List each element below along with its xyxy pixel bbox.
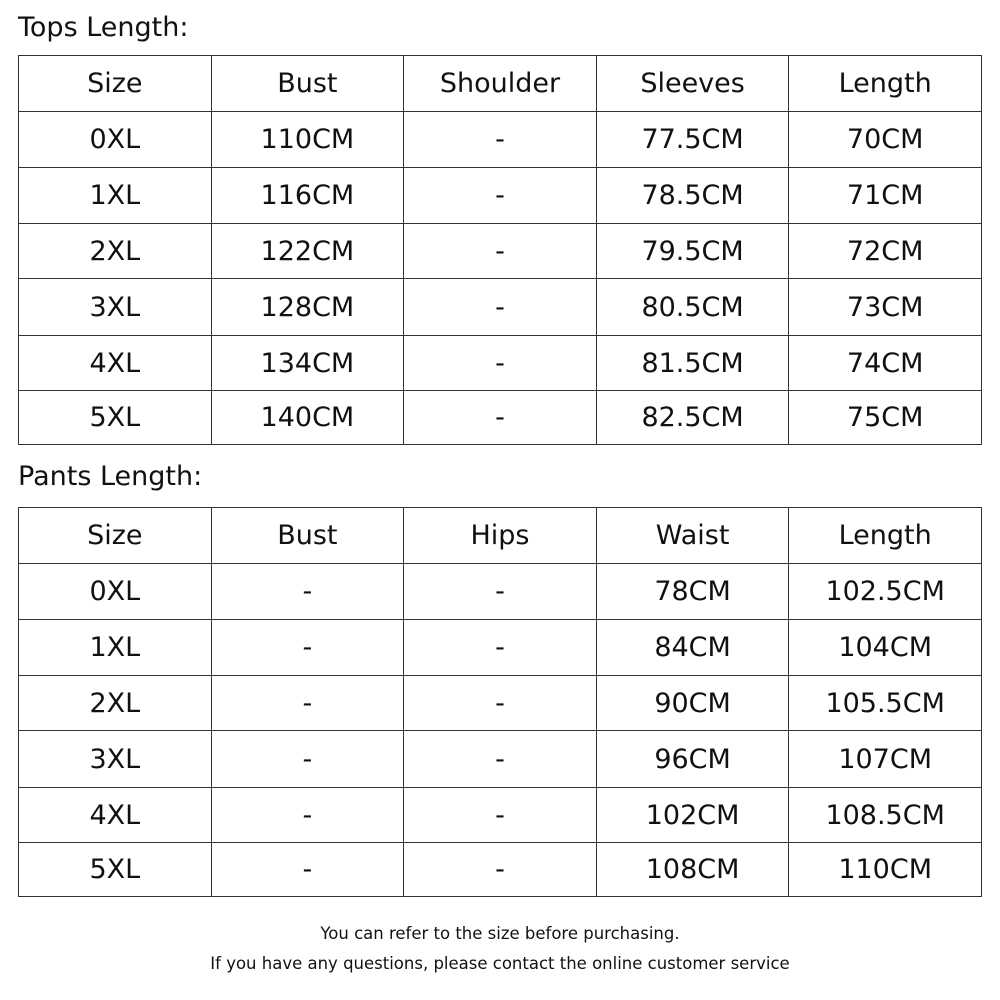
cell-shoulder: -	[404, 279, 597, 336]
cell-bust: 128CM	[211, 279, 404, 336]
size-reference-note: You can refer to the size before purchasing.	[320, 924, 680, 943]
cell-waist: 96CM	[596, 731, 789, 788]
table-row	[19, 564, 982, 620]
cell-hips: -	[404, 731, 597, 788]
cell-bust: -	[211, 564, 404, 620]
cell-size: 0XL	[19, 112, 212, 168]
table-header-row	[19, 56, 982, 112]
cell-length: 74CM	[789, 336, 982, 391]
tops-length-title: Tops Length:	[18, 12, 189, 43]
cell-size: 1XL	[19, 168, 212, 224]
header-cell-bust: Bust	[211, 508, 404, 564]
table-row	[19, 168, 982, 224]
cell-waist: 90CM	[596, 676, 789, 731]
cell-size: 0XL	[19, 564, 212, 620]
header-cell-hips: Hips	[404, 508, 597, 564]
table-row	[19, 112, 982, 168]
cell-length: 108.5CM	[789, 788, 982, 843]
cell-size: 5XL	[19, 843, 212, 897]
cell-size: 2XL	[19, 676, 212, 731]
cell-length: 110CM	[789, 843, 982, 897]
cell-bust: 140CM	[211, 391, 404, 445]
cell-size: 3XL	[19, 731, 212, 788]
table-row	[19, 843, 982, 897]
cell-shoulder: -	[404, 391, 597, 445]
table-row	[19, 788, 982, 843]
table-row	[19, 391, 982, 445]
cell-sleeves: 82.5CM	[596, 391, 789, 445]
cell-sleeves: 77.5CM	[596, 112, 789, 168]
cell-length: 102.5CM	[789, 564, 982, 620]
cell-sleeves: 81.5CM	[596, 336, 789, 391]
header-cell-length: Length	[789, 508, 982, 564]
cell-bust: -	[211, 620, 404, 676]
cell-bust: -	[211, 843, 404, 897]
header-cell-size: Size	[19, 508, 212, 564]
cell-size: 3XL	[19, 279, 212, 336]
cell-sleeves: 80.5CM	[596, 279, 789, 336]
header-cell-waist: Waist	[596, 508, 789, 564]
header-cell-shoulder: Shoulder	[404, 56, 597, 112]
cell-hips: -	[404, 620, 597, 676]
cell-hips: -	[404, 843, 597, 897]
table-header-row	[19, 508, 982, 564]
tops-size-table	[18, 55, 982, 445]
table-row	[19, 676, 982, 731]
cell-length: 75CM	[789, 391, 982, 445]
cell-bust: 134CM	[211, 336, 404, 391]
cell-waist: 84CM	[596, 620, 789, 676]
customer-service-note: If you have any questions, please contact the online customer service	[210, 954, 790, 973]
cell-shoulder: -	[404, 224, 597, 279]
cell-length: 73CM	[789, 279, 982, 336]
cell-waist: 78CM	[596, 564, 789, 620]
cell-sleeves: 79.5CM	[596, 224, 789, 279]
cell-shoulder: -	[404, 168, 597, 224]
cell-shoulder: -	[404, 336, 597, 391]
cell-bust: -	[211, 788, 404, 843]
header-cell-bust: Bust	[211, 56, 404, 112]
cell-shoulder: -	[404, 112, 597, 168]
cell-length: 104CM	[789, 620, 982, 676]
cell-sleeves: 78.5CM	[596, 168, 789, 224]
table-row	[19, 224, 982, 279]
cell-length: 70CM	[789, 112, 982, 168]
cell-waist: 102CM	[596, 788, 789, 843]
table-row	[19, 279, 982, 336]
cell-size: 4XL	[19, 788, 212, 843]
cell-bust: 116CM	[211, 168, 404, 224]
table-row	[19, 731, 982, 788]
table-row	[19, 336, 982, 391]
cell-length: 105.5CM	[789, 676, 982, 731]
cell-bust: -	[211, 731, 404, 788]
cell-size: 1XL	[19, 620, 212, 676]
cell-size: 2XL	[19, 224, 212, 279]
cell-hips: -	[404, 564, 597, 620]
cell-size: 4XL	[19, 336, 212, 391]
header-cell-size: Size	[19, 56, 212, 112]
cell-length: 107CM	[789, 731, 982, 788]
header-cell-sleeves: Sleeves	[596, 56, 789, 112]
cell-bust: -	[211, 676, 404, 731]
cell-bust: 122CM	[211, 224, 404, 279]
cell-hips: -	[404, 676, 597, 731]
table-row	[19, 620, 982, 676]
header-cell-length: Length	[789, 56, 982, 112]
cell-length: 71CM	[789, 168, 982, 224]
cell-bust: 110CM	[211, 112, 404, 168]
cell-waist: 108CM	[596, 843, 789, 897]
pants-length-title: Pants Length:	[18, 461, 203, 492]
cell-hips: -	[404, 788, 597, 843]
cell-size: 5XL	[19, 391, 212, 445]
cell-length: 72CM	[789, 224, 982, 279]
pants-size-table	[18, 507, 982, 897]
